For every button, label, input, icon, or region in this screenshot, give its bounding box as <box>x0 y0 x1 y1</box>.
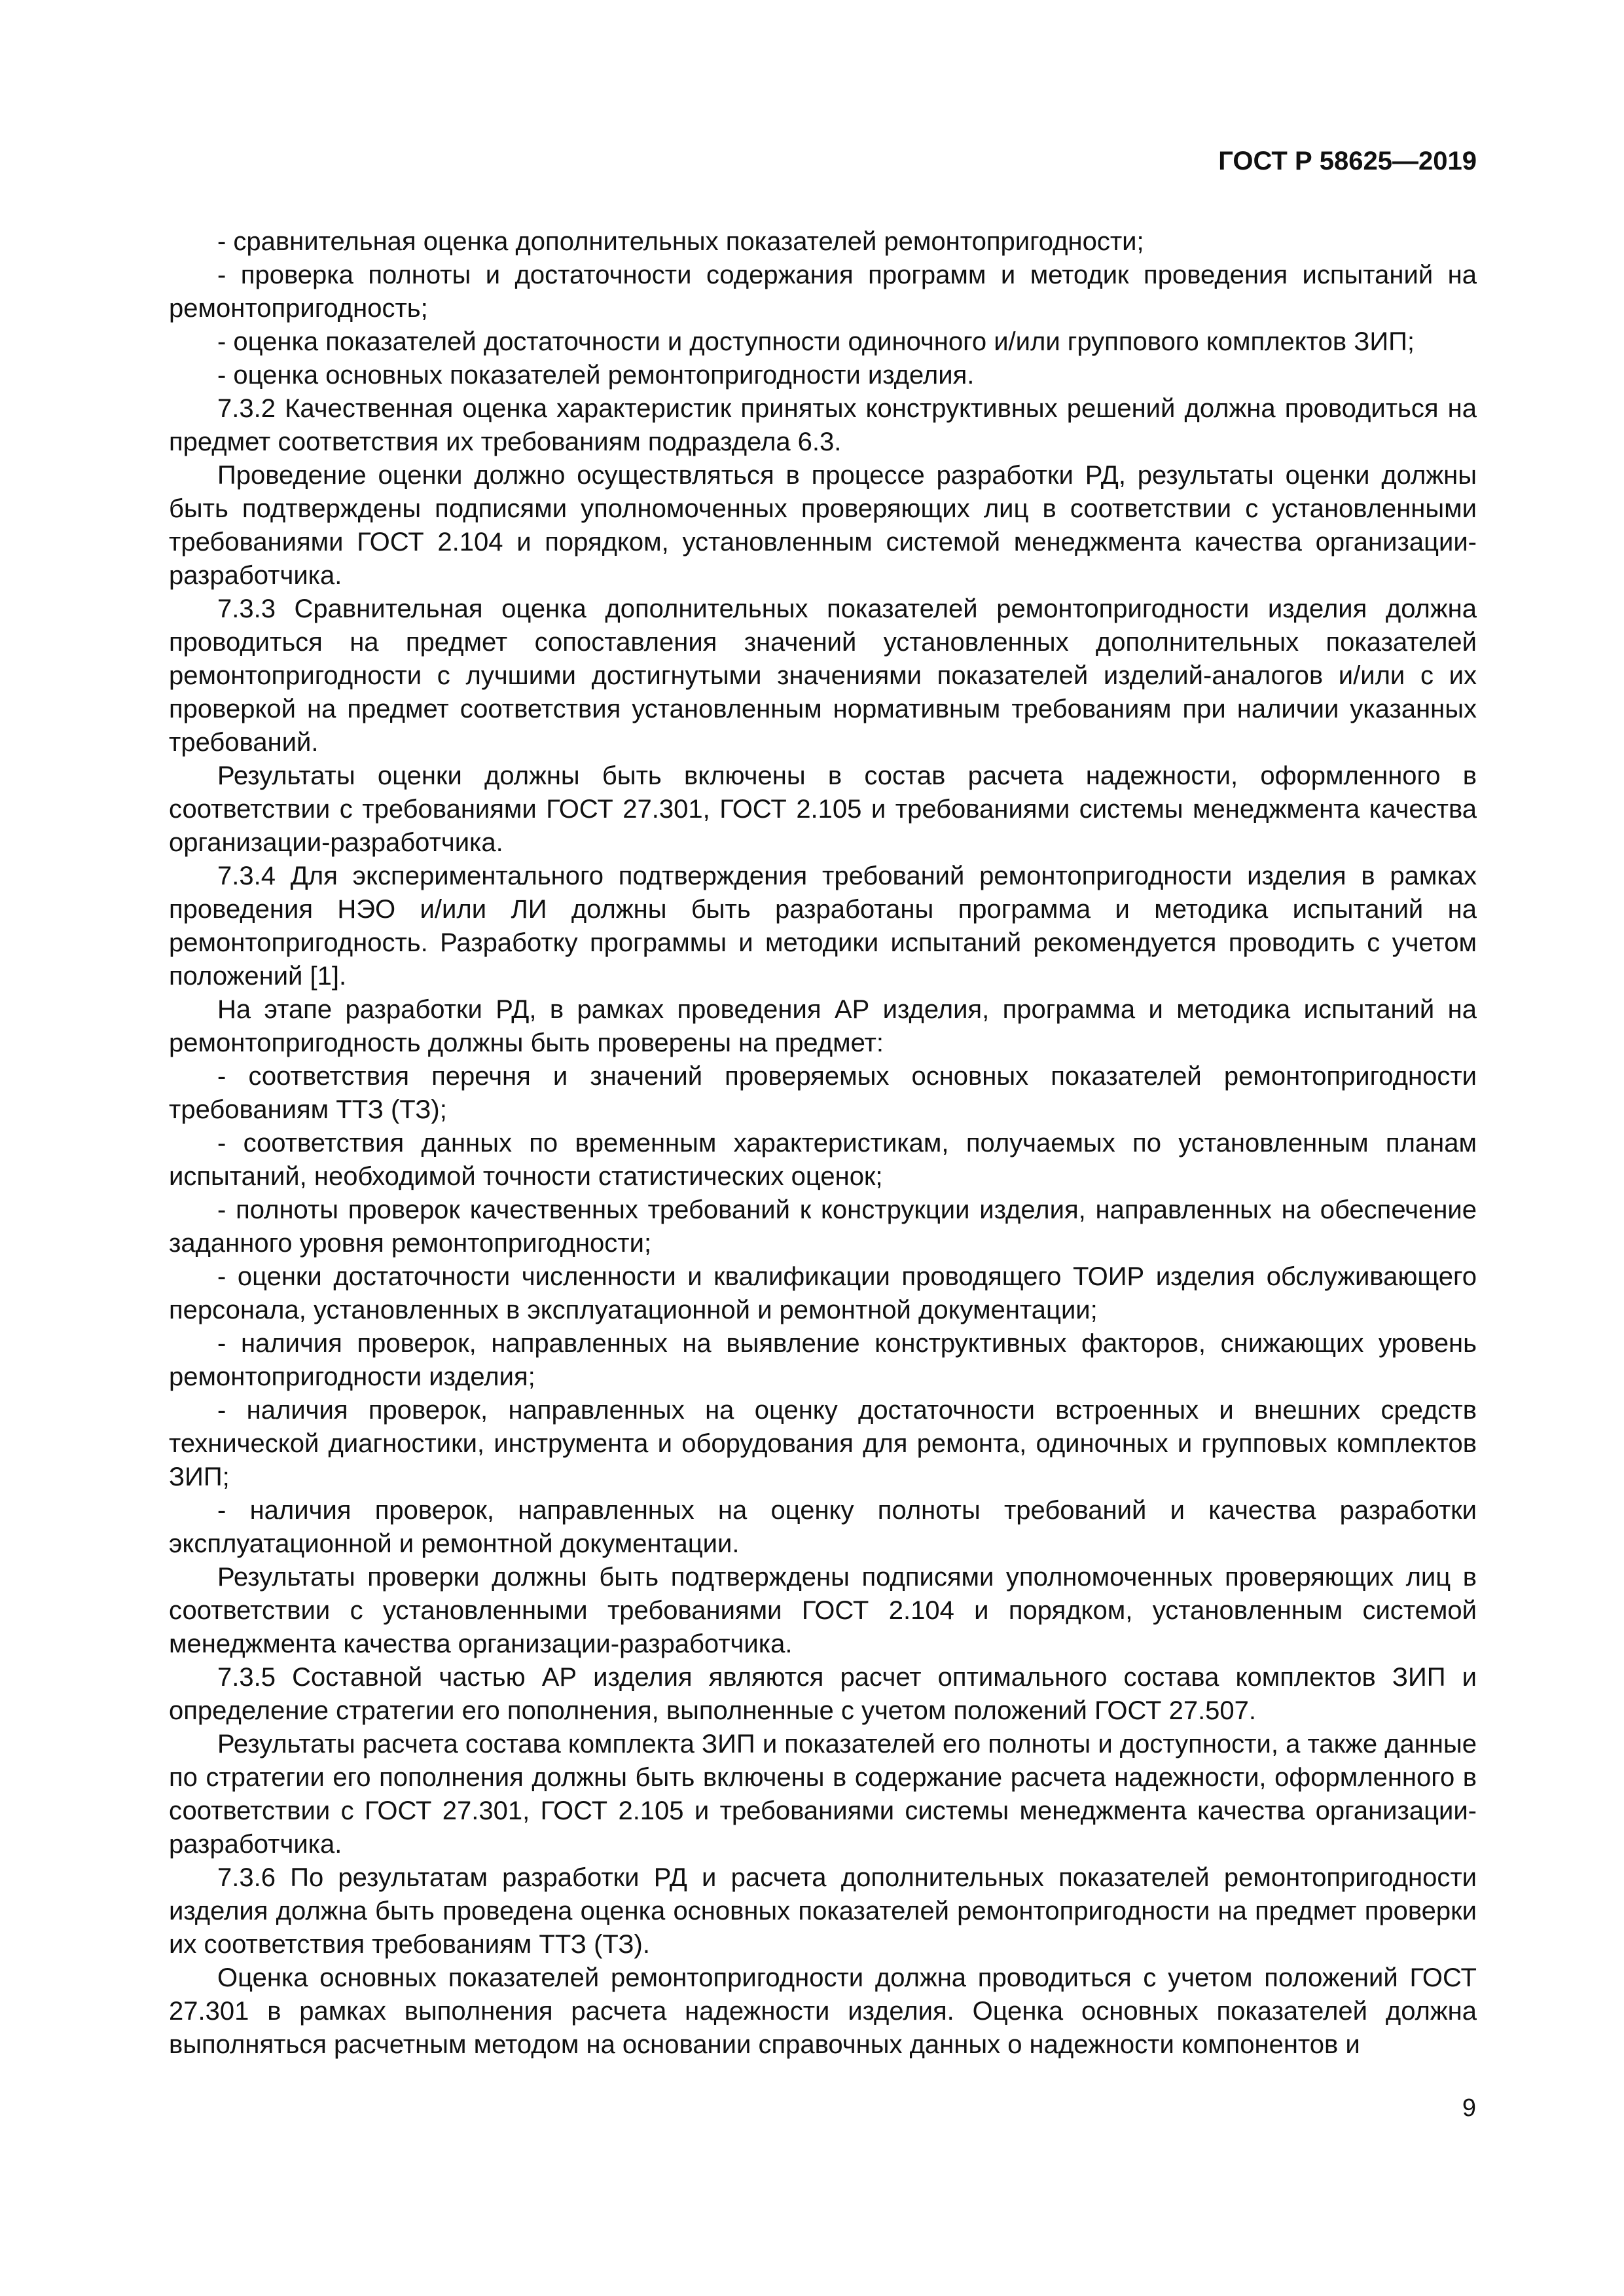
list-item: - соответствия данных по временным характеристикам, получаемых по установленным планам испытаний, необходимой точности статистических оценок; <box>169 1129 1477 1191</box>
paragraph: Проведение оценки должно осуществляться в процессе разработки РД, результаты оценки должны быть подтверждены подписями уполномоченных проверяющих лиц в соответствии с установленными требованиями ГОСТ 2.104 и порядком, установленным системой менеджмента качества организации-разработчика. <box>169 461 1477 590</box>
paragraph: 7.3.3 Сравнительная оценка дополнительных показателей ремонтопригодности изделия должна проводиться на предмет сопоставления значений установленных дополнительных показателей ремонтопригодности с лучшими достигнутыми значениями показателей изделий-аналогов и/или с их проверкой на предмет соответствия установленным нормативным требованиям при наличии указанных требований. <box>169 594 1477 757</box>
list-item: - наличия проверок, направленных на оценку полноты требований и качества разработки эксплуатационной и ремонтной документации. <box>169 1496 1477 1558</box>
paragraph: Результаты расчета состава комплекта ЗИП и показателей его полноты и доступности, а также данные по стратегии его пополнения должны быть включены в содержание расчета надежности, оформленного в соответствии с ГОСТ 27.301, ГОСТ 2.105 и требованиями системы менеджмента качества организации-разработчика. <box>169 1730 1477 1859</box>
page-body <box>169 225 1477 2062</box>
paragraph: 7.3.4 Для экспериментального подтверждения требований ремонтопригодности изделия в рамках проведения НЭО и/или ЛИ должны быть разработаны программа и методика испытаний на ремонтопригодность. Разработку программы и методики испытаний рекомендуется проводить с учетом положений [1]. <box>169 862 1477 991</box>
list-item: - полноты проверок качественных требований к конструкции изделия, направленных на обеспечение заданного уровня ремонтопригодности; <box>169 1195 1477 1258</box>
list-item: - наличия проверок, направленных на выявление конструктивных факторов, снижающих уровень ремонтопригодности изделия; <box>169 1329 1477 1391</box>
page-number: 9 <box>1462 2094 1476 2122</box>
paragraph: Результаты оценки должны быть включены в состав расчета надежности, оформленного в соответствии с требованиями ГОСТ 27.301, ГОСТ 2.105 и требованиями системы менеджмента качества организации-разработчика. <box>169 761 1477 857</box>
paragraph: 7.3.5 Составной частью АР изделия являются расчет оптимального состава комплектов ЗИП и определение стратегии его пополнения, выполненные с учетом положений ГОСТ 27.507. <box>169 1663 1477 1725</box>
list-item: - оценка основных показателей ремонтопригодности изделия. <box>217 361 975 390</box>
paragraph: 7.3.2 Качественная оценка характеристик принятых конструктивных решений должна проводиться на предмет соответствия их требованиям подраздела 6.3. <box>169 394 1477 456</box>
list-item: - сравнительная оценка дополнительных показателей ремонтопригодности; <box>217 227 1144 256</box>
paragraph: Оценка основных показателей ремонтопригодности должна проводиться с учетом положений ГОСТ 27.301 в рамках выполнения расчета надежности изделия. Оценка основных показателей должна выполняться расчетным методом на основании справочных данных о надежности компонентов и <box>169 1963 1477 2059</box>
paragraph: Результаты проверки должны быть подтверждены подписями уполномоченных проверяющих лиц в соответствии с установленными требованиями ГОСТ 2.104 и порядком, установленным системой менеджмента качества организации-разработчика. <box>169 1563 1477 1658</box>
list-item: - оценки достаточности численности и квалификации проводящего ТОИР изделия обслуживающего персонала, установленных в эксплуатационной и ремонтной документации; <box>169 1262 1477 1324</box>
list-item: - наличия проверок, направленных на оценку достаточности встроенных и внешних средств технической диагностики, инструмента и оборудования для ремонта, одиночных и групповых комплектов ЗИП; <box>169 1396 1477 1491</box>
paragraph: На этапе разработки РД, в рамках проведения АР изделия, программа и методика испытаний на ремонтопригодность должны быть проверены на предмет: <box>169 995 1477 1057</box>
list-item: - соответствия перечня и значений проверяемых основных показателей ремонтопригодности требованиям ТТЗ (ТЗ); <box>169 1062 1477 1124</box>
paragraph: 7.3.6 По результатам разработки РД и расчета дополнительных показателей ремонтопригодности изделия должна быть проведена оценка основных показателей ремонтопригодности на предмет проверки их соответствия требованиям ТТЗ (ТЗ). <box>169 1863 1477 1959</box>
list-item: - проверка полноты и достаточности содержания программ и методик проведения испытаний на ремонтопригодность; <box>169 261 1477 323</box>
list-item: - оценка показателей достаточности и доступности одиночного и/или группового комплектов ЗИП; <box>217 327 1415 356</box>
document-header: ГОСТ Р 58625—2019 <box>1218 147 1477 175</box>
